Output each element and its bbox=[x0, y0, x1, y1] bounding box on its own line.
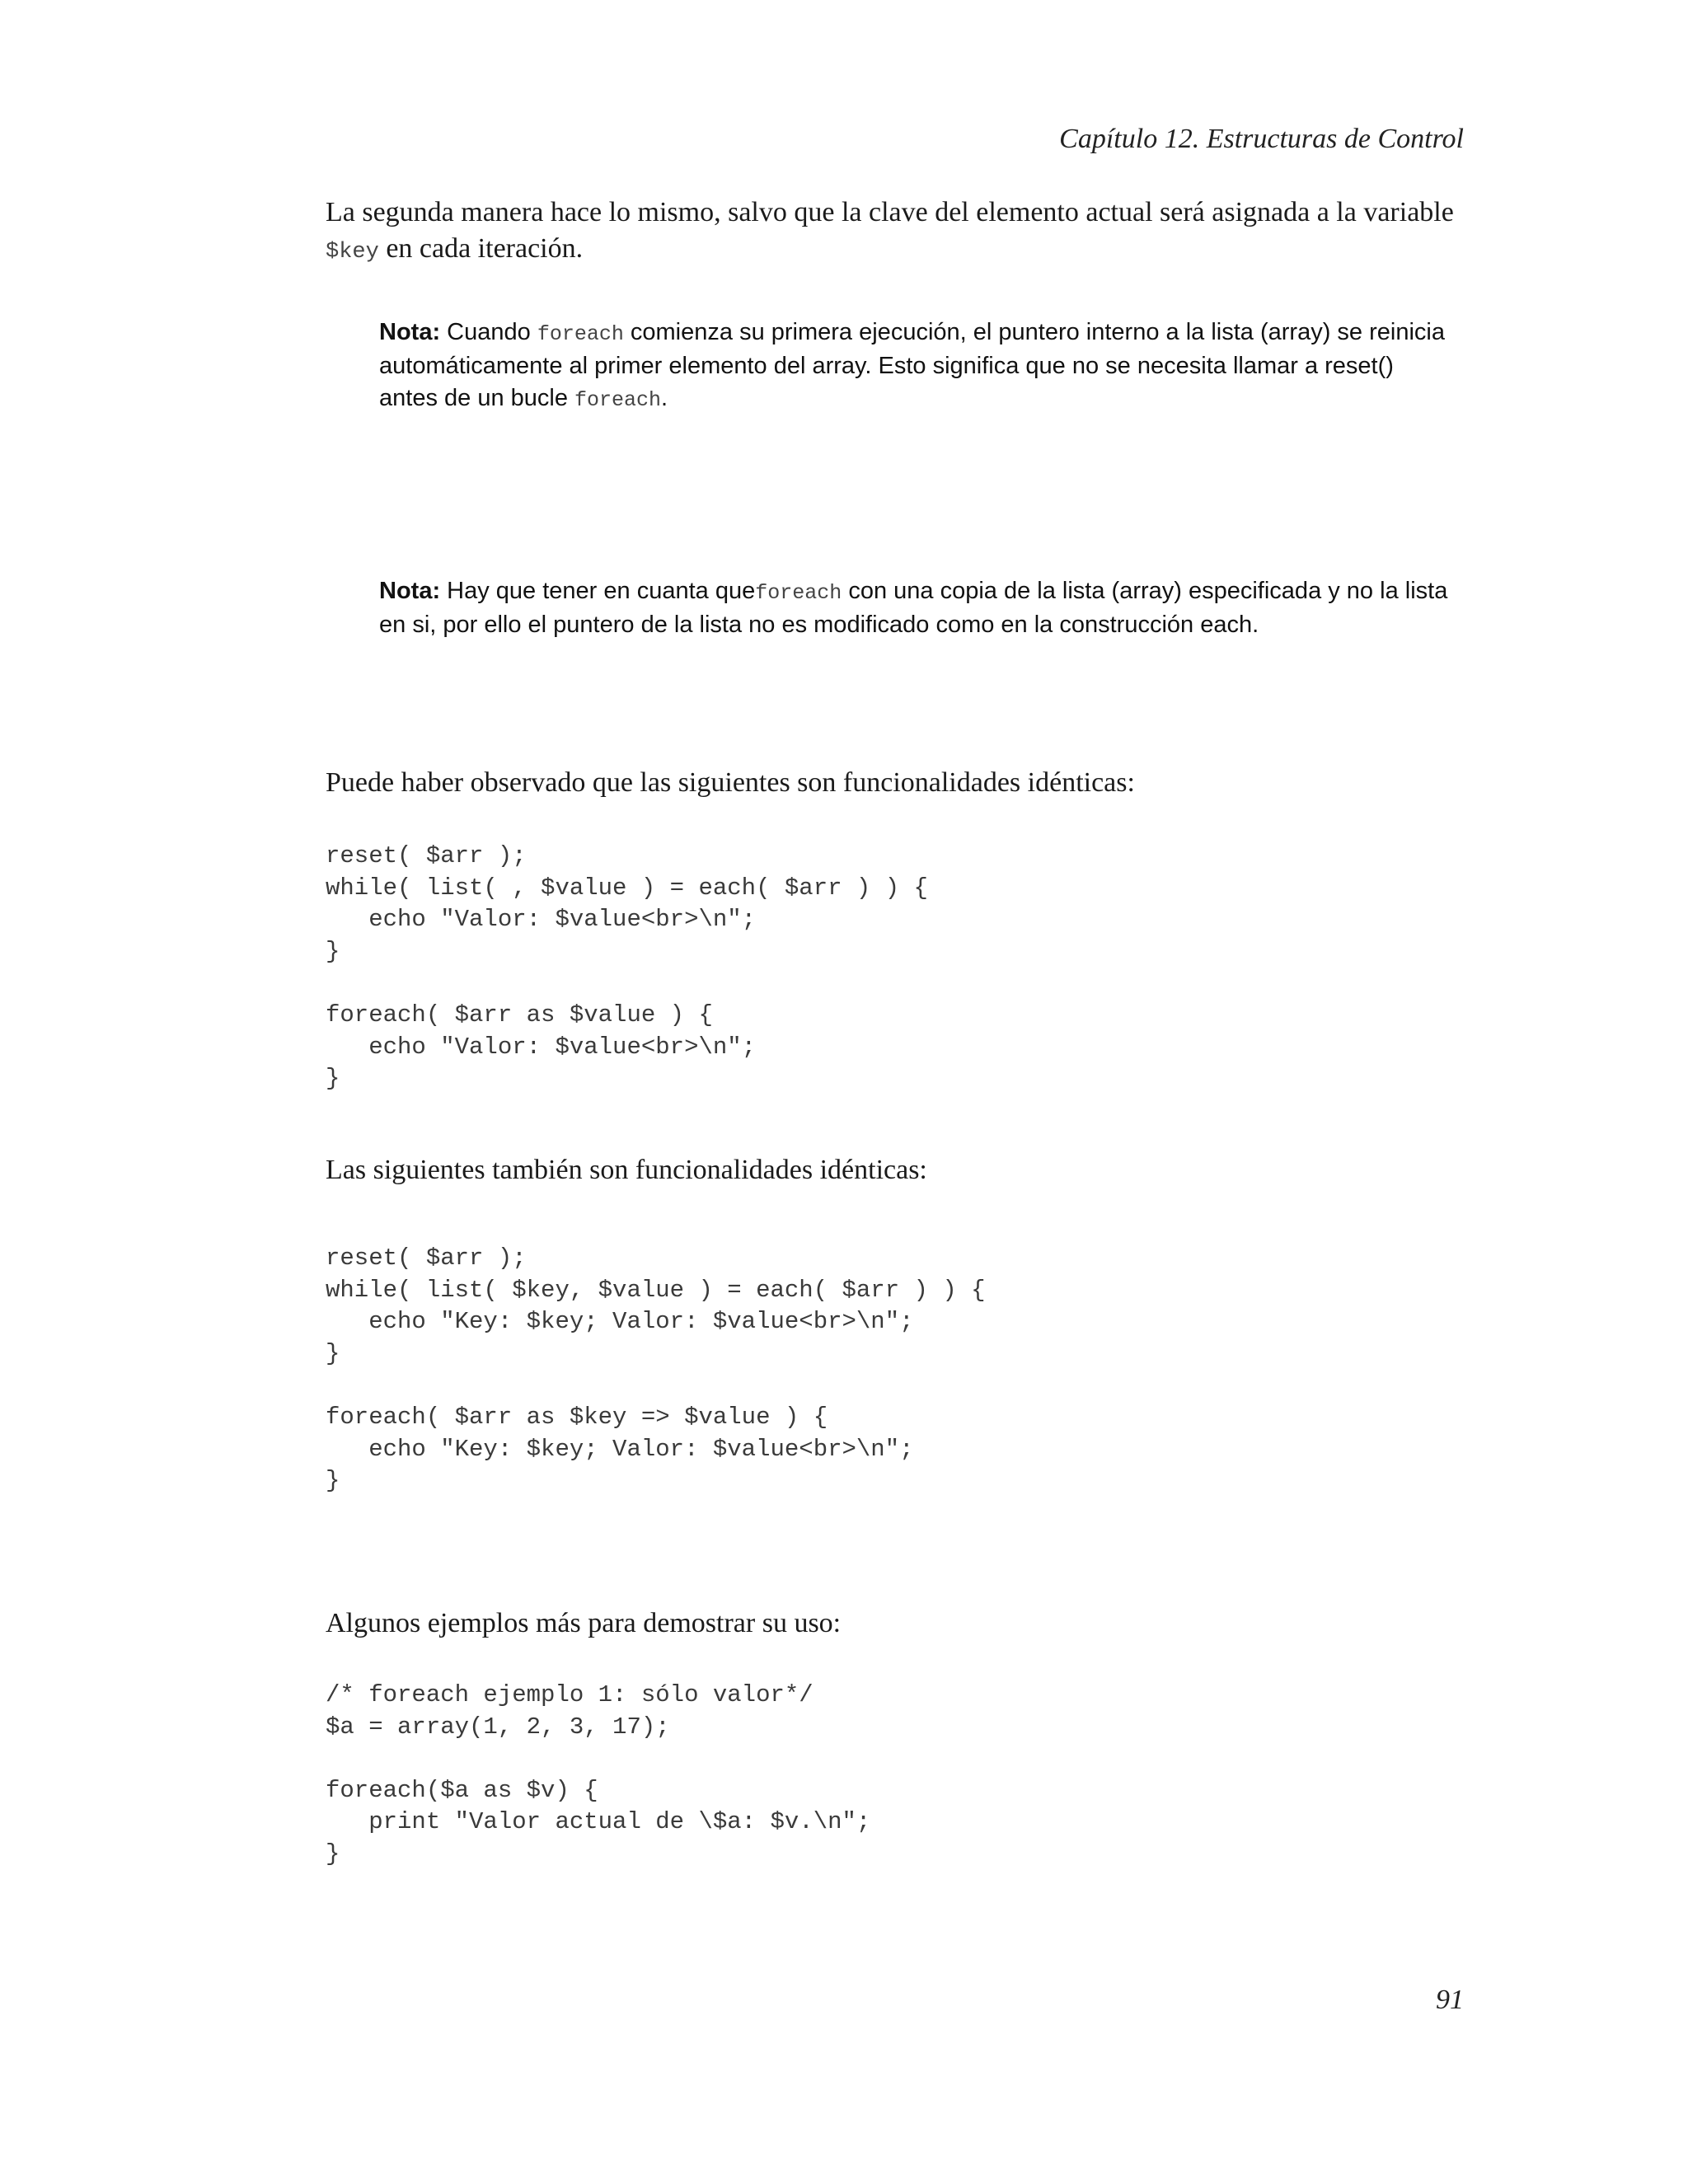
inline-code-key: $key bbox=[326, 240, 379, 265]
code-line: } bbox=[326, 1339, 340, 1367]
paragraph-examples: Algunos ejemplos más para demostrar su uso: bbox=[326, 1608, 842, 1638]
code-line: echo "Key: $key; Valor: $value<br>\n"; bbox=[326, 1435, 914, 1463]
code-line: foreach( $arr as $value ) { bbox=[326, 1001, 713, 1029]
code-line: while( list( $key, $value ) = each( $arr ) ) { bbox=[326, 1276, 986, 1304]
inline-code-foreach: foreach bbox=[537, 322, 624, 346]
inline-code-foreach: foreach bbox=[574, 388, 662, 412]
note-foreach-reset bbox=[379, 316, 1451, 416]
chapter-header: Capítulo 12. Estructuras de Control bbox=[1059, 124, 1464, 154]
code-line: foreach($a as $v) { bbox=[326, 1776, 598, 1804]
note-label: Nota: bbox=[379, 578, 441, 604]
code-line: while( list( , $value ) = each( $arr ) ) { bbox=[326, 874, 928, 902]
code-line: foreach( $arr as $key => $value ) { bbox=[326, 1403, 828, 1431]
code-line: reset( $arr ); bbox=[326, 1244, 527, 1272]
note-text-b: con una copia de la lista (array) especificada y no la lista en si, por ello el puntero de la lista no es modificado como en la construcción each. bbox=[379, 578, 1448, 638]
code-line: reset( $arr ); bbox=[326, 842, 527, 869]
code-line: } bbox=[326, 1840, 340, 1868]
code-line: echo "Valor: $value<br>\n"; bbox=[326, 906, 757, 934]
code-line: } bbox=[326, 1467, 340, 1495]
paragraph-identical-1: Puede haber observado que las siguientes son funcionalidades idénticas: bbox=[326, 767, 1135, 798]
code-line: $a = array(1, 2, 3, 17); bbox=[326, 1713, 670, 1741]
note-text-a: Hay que tener en cuanta que bbox=[440, 578, 756, 604]
note-text-a: Cuando bbox=[440, 319, 537, 345]
note-foreach-copy bbox=[379, 575, 1451, 641]
code-block-value bbox=[326, 841, 928, 1095]
code-line bbox=[326, 968, 928, 1000]
page-number: 91 bbox=[1436, 1985, 1464, 2015]
code-block-key-value bbox=[326, 1243, 986, 1497]
paragraph-identical-2: Las siguientes también son funcionalidades idénticas: bbox=[326, 1155, 927, 1185]
code-line: /* foreach ejemplo 1: sólo valor*/ bbox=[326, 1681, 814, 1708]
code-line: } bbox=[326, 937, 340, 965]
code-line: } bbox=[326, 1065, 340, 1093]
paragraph-key-iteration bbox=[326, 194, 1471, 270]
note-text-c: . bbox=[661, 385, 668, 411]
paragraph-text-b: en cada iteración. bbox=[378, 233, 584, 264]
note-text-b: comienza su primera ejecución, el puntero interno a la lista (array) se reinicia automáticamente al primer elemento del array. Esto significa que no se necesita llamar a reset() antes de un bucle bbox=[379, 319, 1445, 411]
code-line: print "Valor actual de \$a: $v.\n"; bbox=[326, 1808, 871, 1836]
note-label: Nota: bbox=[379, 319, 441, 345]
inline-code-foreach: foreach bbox=[755, 581, 842, 605]
code-line bbox=[326, 1743, 870, 1775]
code-line: echo "Valor: $value<br>\n"; bbox=[326, 1033, 757, 1061]
code-line: echo "Key: $key; Valor: $value<br>\n"; bbox=[326, 1308, 914, 1336]
paragraph-text-a: La segunda manera hace lo mismo, salvo que la clave del elemento actual será asignada a la variable bbox=[326, 197, 1454, 227]
code-line bbox=[326, 1370, 986, 1402]
code-block-example-1 bbox=[326, 1680, 870, 1871]
